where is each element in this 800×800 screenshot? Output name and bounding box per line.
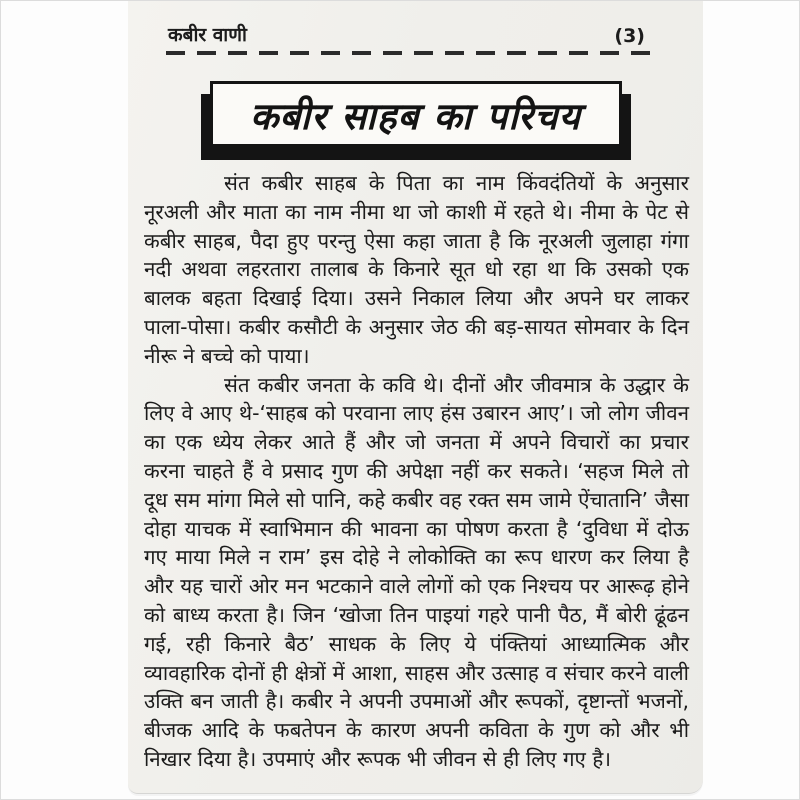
body-text [144, 169, 689, 774]
book-title: कबीर वाणी [168, 24, 247, 46]
page-number: (3) [614, 25, 645, 47]
scanned-page [128, 1, 703, 794]
section-title: कबीर साहब का परिचय [250, 94, 581, 138]
page-header [138, 1, 693, 49]
paragraph-kabir-poetry: संत कबीर जनता के कवि थे। दीनों और जीवमात्र के उद्धार के लिए वे आए थे-‘साहब को परवाना लाए हंस उबारन आए’। जो लोग जीवन का एक ध्येय लेकर आते हैं और जो जनता में अपने विचारों का प्रचार करना चाहते हैं वे प्रसाद गुण की अपेक्षा नहीं कर सकते। ‘सहज मिले तो दूध सम मांगा मिले सो पानि, कहे कबीर वह रक्त सम जामे ऐंचातानि’ जैसा दोहा याचक में स्वाभिमान की भावना का पोषण करता है ‘दुविधा में दोऊ गए माया मिले न राम’ इस दोहे ने लोकोक्ति का रूप धारण कर लिया है और यह चारों ओर मन भटकाने वाले लोगों को एक निश्चय पर आरूढ़ होने को बाध्य करता है। जिन ‘खोजा तिन पाइयां गहरे पानी पैठ, मैं बोरी ढूंढन गई, रही किनारे बैठ’ साधक के लिए ये पंक्तियां आध्यात्मिक और व्यावहारिक दोनों ही क्षेत्रों में आशा, साहस और उत्साह व संचार करने वाली उक्ति बन जाती है। कबीर ने अपनी उपमाओं और रूपकों, दृष्टान्तों भजनों, बीजक आदि के फबतेपन के कारण अपनी कविता के गुण को और भी निखार दिया है। उपमाएं और रूपक भी जीवन से ही लिए गए है। [144, 372, 689, 771]
paragraph-kabir-birth: संत कबीर साहब के पिता का नाम किंवदंतियों के अनुसार नूरअली और माता का नाम नीमा था जो काशी में रहते थे। नीमा के पेट से कबीर साहब, पैदा हुए परन्तु ऐसा कहा जाता है कि नूरअली जुलाहा गंगा नदी अथवा लहरतारा तालाब के किनारे सूत धो रहा था कि उसको एक बालक बहता दिखाई दिया। उसने निकाल लिया और अपने घर लाकर पाला-पोसा। कबीर कसौटी के अनुसार जेठ की बड़-सायत सोमवार के दिन नीरू ने बच्चे को पाया। [144, 171, 689, 368]
dashed-divider [166, 51, 655, 55]
section-title-box [210, 81, 622, 147]
